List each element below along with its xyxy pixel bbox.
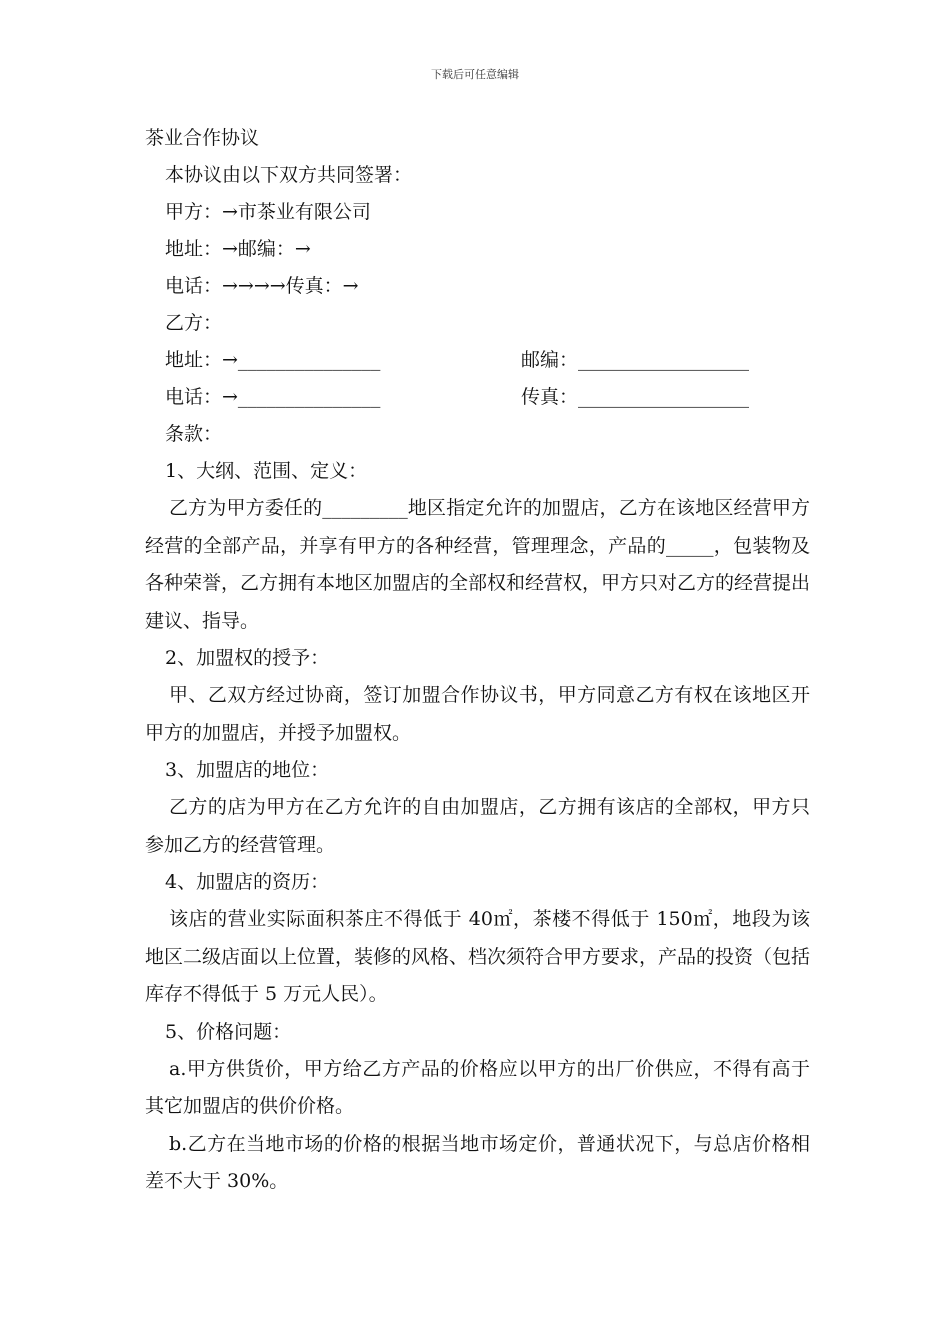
section-heading: 3、加盟店的地位： [165, 759, 330, 781]
party-b-phone-row [145, 379, 810, 416]
intro-line: 本协议由以下双方共同签署： [165, 164, 413, 186]
page-header: 下载后可任意编辑 [431, 68, 519, 81]
section-heading: 4、加盟店的资历： [165, 871, 330, 893]
section-heading: 5、价格问题： [165, 1020, 292, 1043]
party-b-fax: 传真：__________________ [521, 386, 750, 408]
section-body: 该店的营业实际面积茶庄不得低于 40㎡，茶楼不得低于 150㎡，地段为该地区二级店面以上位置，装修的风格、档次须符合甲方要求，产品的投资（包括库存不得低于 5 万元人民）。 [145, 908, 811, 1005]
document-body [145, 120, 810, 1201]
party-a-address: 地址：→邮编：→ [165, 238, 311, 260]
section-body: 甲、乙双方经过协商，签订加盟合作协议书，甲方同意乙方有权在该地区开甲方的加盟店，并授予加盟权。 [145, 684, 810, 744]
party-b-name: 乙方： [165, 312, 223, 334]
terms-label: 条款： [165, 423, 223, 445]
party-b-postcode: 邮编：__________________ [521, 349, 750, 371]
party-b-phone: 电话：→_______________ [165, 386, 381, 408]
party-a-name: 甲方：→市茶业有限公司 [165, 201, 371, 223]
party-b-address: 地址：→_______________ [165, 349, 381, 371]
section-heading: 1、大纲、范围、定义： [165, 460, 368, 482]
section-body: 乙方的店为甲方在乙方允许的自由加盟店，乙方拥有该店的全部权，甲方只参加乙方的经营管理。 [145, 796, 810, 856]
party-a-phone: 电话：→→→→传真：→ [165, 275, 359, 297]
section-heading: 2、加盟权的授予： [165, 647, 330, 669]
document-title: 茶业合作协议 [145, 127, 260, 149]
section-item: b.乙方在当地市场的价格的根据当地市场定价，普通状况下，与总店价格相差不大于 30%。 [145, 1132, 810, 1192]
party-b-address-row [145, 342, 810, 379]
section-body: 乙方为甲方委任的_________地区指定允许的加盟店，乙方在该地区经营甲方经营的全部产品，并享有甲方的各种经营，管理理念，产品的_____，包装物及各种荣誉，乙方拥有本地区加盟店的全部权和经营权，甲方只对乙方的经营提出建议、指导。 [145, 497, 811, 632]
section-item: a.甲方供货价，甲方给乙方产品的价格应以甲方的出厂价供应，不得有高于其它加盟店的供价价格。 [145, 1057, 810, 1117]
